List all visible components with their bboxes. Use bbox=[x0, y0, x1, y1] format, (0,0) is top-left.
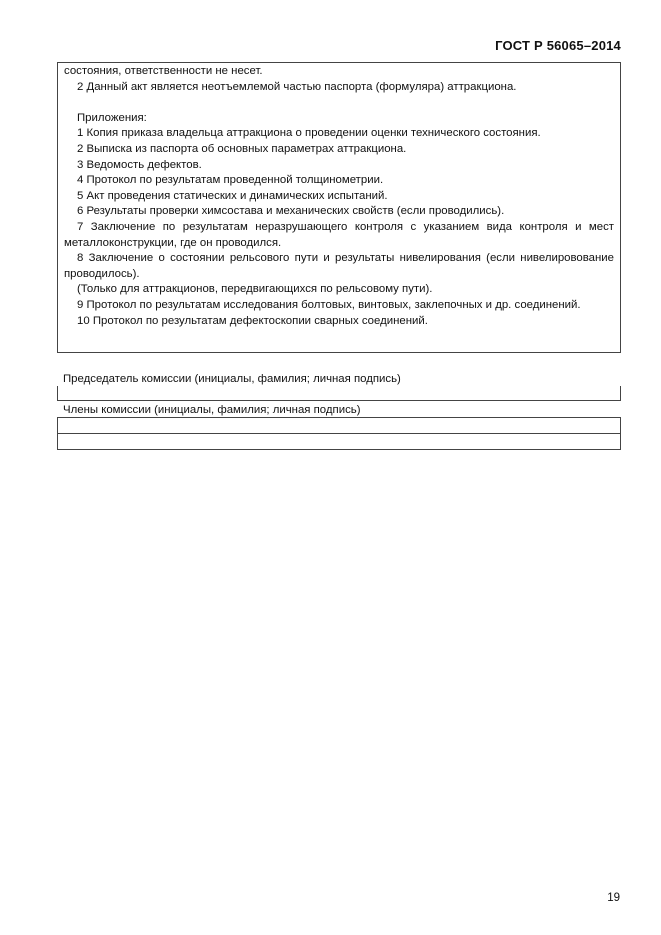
appendix-item: 9 Протокол по результатам исследования болтовых, винтовых, заклепочных и др. соединений. bbox=[77, 298, 581, 311]
appendix-item: 3 Ведомость дефектов. bbox=[77, 158, 202, 171]
appendix-item: 10 Протокол по результатам дефектоскопии сварных соединений. bbox=[77, 314, 428, 327]
chairman-label: Председатель комиссии (инициалы, фамилия; личная подпись) bbox=[63, 373, 401, 385]
standard-code: ГОСТ Р 56065–2014 bbox=[495, 38, 621, 53]
appendix-item: 4 Протокол по результатам проведенной толщинометрии. bbox=[77, 174, 384, 187]
appendix-item: 6 Результаты проверки химсостава и механических свойств (если проводились). bbox=[77, 205, 505, 218]
act-text-box bbox=[57, 62, 621, 353]
appendix-item: 1 Копия приказа владельца аттракциона о проведении оценки технического состояния. bbox=[77, 127, 541, 140]
spacer bbox=[64, 95, 614, 111]
chairman-signature-field bbox=[57, 386, 621, 401]
member-signature-row bbox=[58, 418, 620, 434]
page-number: 19 bbox=[607, 892, 620, 904]
text-line: состояния, ответственности не несет. bbox=[64, 65, 263, 77]
appendix-item: 7 Заключение по результатам неразрушающего контроля с указанием вида контроля и мест металлоконструкции, где он проводился. bbox=[64, 220, 614, 249]
members-signature-table bbox=[57, 417, 621, 450]
appendices-heading: Приложения: bbox=[77, 111, 147, 124]
appendix-item: 8 Заключение о состоянии рельсового пути и результаты нивелирования (если нивелировование проводилось). bbox=[64, 252, 614, 280]
members-label: Члены комиссии (инициалы, фамилия; личная подпись) bbox=[63, 404, 361, 416]
text-line: 2 Данный акт является неотъемлемой частью паспорта (формуляра) аттракциона. bbox=[77, 80, 517, 93]
appendix-item: 2 Выписка из паспорта об основных параметрах аттракциона. bbox=[77, 142, 407, 155]
appendix-item: (Только для аттракционов, передвигающихся по рельсовому пути). bbox=[77, 283, 433, 296]
appendix-item: 5 Акт проведения статических и динамических испытаний. bbox=[77, 189, 388, 202]
member-signature-row bbox=[58, 434, 620, 449]
